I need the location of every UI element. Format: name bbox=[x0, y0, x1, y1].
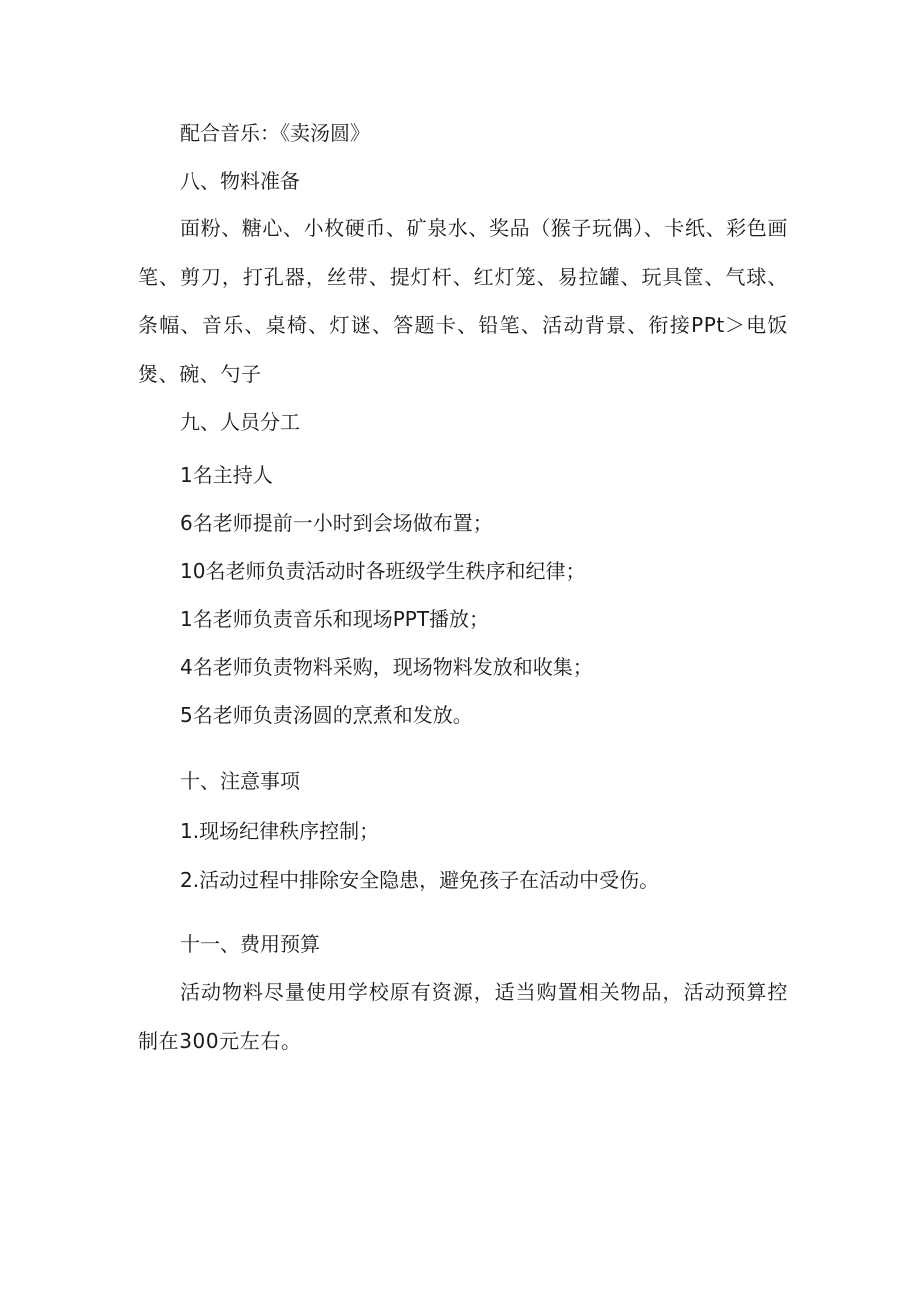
staff-item-2: 6名老师提前一小时到会场做布置； bbox=[180, 511, 493, 535]
notice-item-1: 1.现场纪律秩序控制； bbox=[180, 819, 380, 843]
section-9-heading: 九、人员分工 bbox=[180, 410, 300, 434]
staff-item-3: 10名老师负责活动时各班级学生秩序和纪律； bbox=[180, 559, 586, 583]
staff-item-1: 1名主持人 bbox=[180, 463, 273, 487]
section-11-heading: 十一、费用预算 bbox=[180, 932, 320, 956]
section-8-heading: 八、物料准备 bbox=[180, 169, 300, 193]
section-8-materials-paragraph: 面粉、糖心、小枚硬币、矿泉水、奖品（猴子玩偶）、卡纸、彩色画笔、剪刀，打孔器，丝带、提灯杆、红灯笼、易拉罐、玩具筐、气球、条幅、音乐、桌椅、灯谜、答题卡、铅笔、活动背景、衔接PPt＞电饭煲、碗、勺子 bbox=[138, 216, 788, 386]
section-11-budget-paragraph: 活动物料尽量使用学校原有资源，适当购置相关物品，活动预算控制在300元左右。 bbox=[138, 980, 788, 1053]
staff-item-5: 4名老师负责物料采购，现场物料发放和收集； bbox=[180, 655, 593, 679]
music-line: 配合音乐：《卖汤圆》 bbox=[180, 121, 370, 145]
staff-item-6: 5名老师负责汤圆的烹煮和发放。 bbox=[180, 703, 473, 727]
notice-item-2: 2.活动过程中排除安全隐患，避免孩子在活动中受伤。 bbox=[180, 868, 660, 892]
staff-item-4: 1名老师负责音乐和现场PPT播放； bbox=[180, 607, 490, 631]
section-10-heading: 十、注意事项 bbox=[180, 769, 300, 793]
